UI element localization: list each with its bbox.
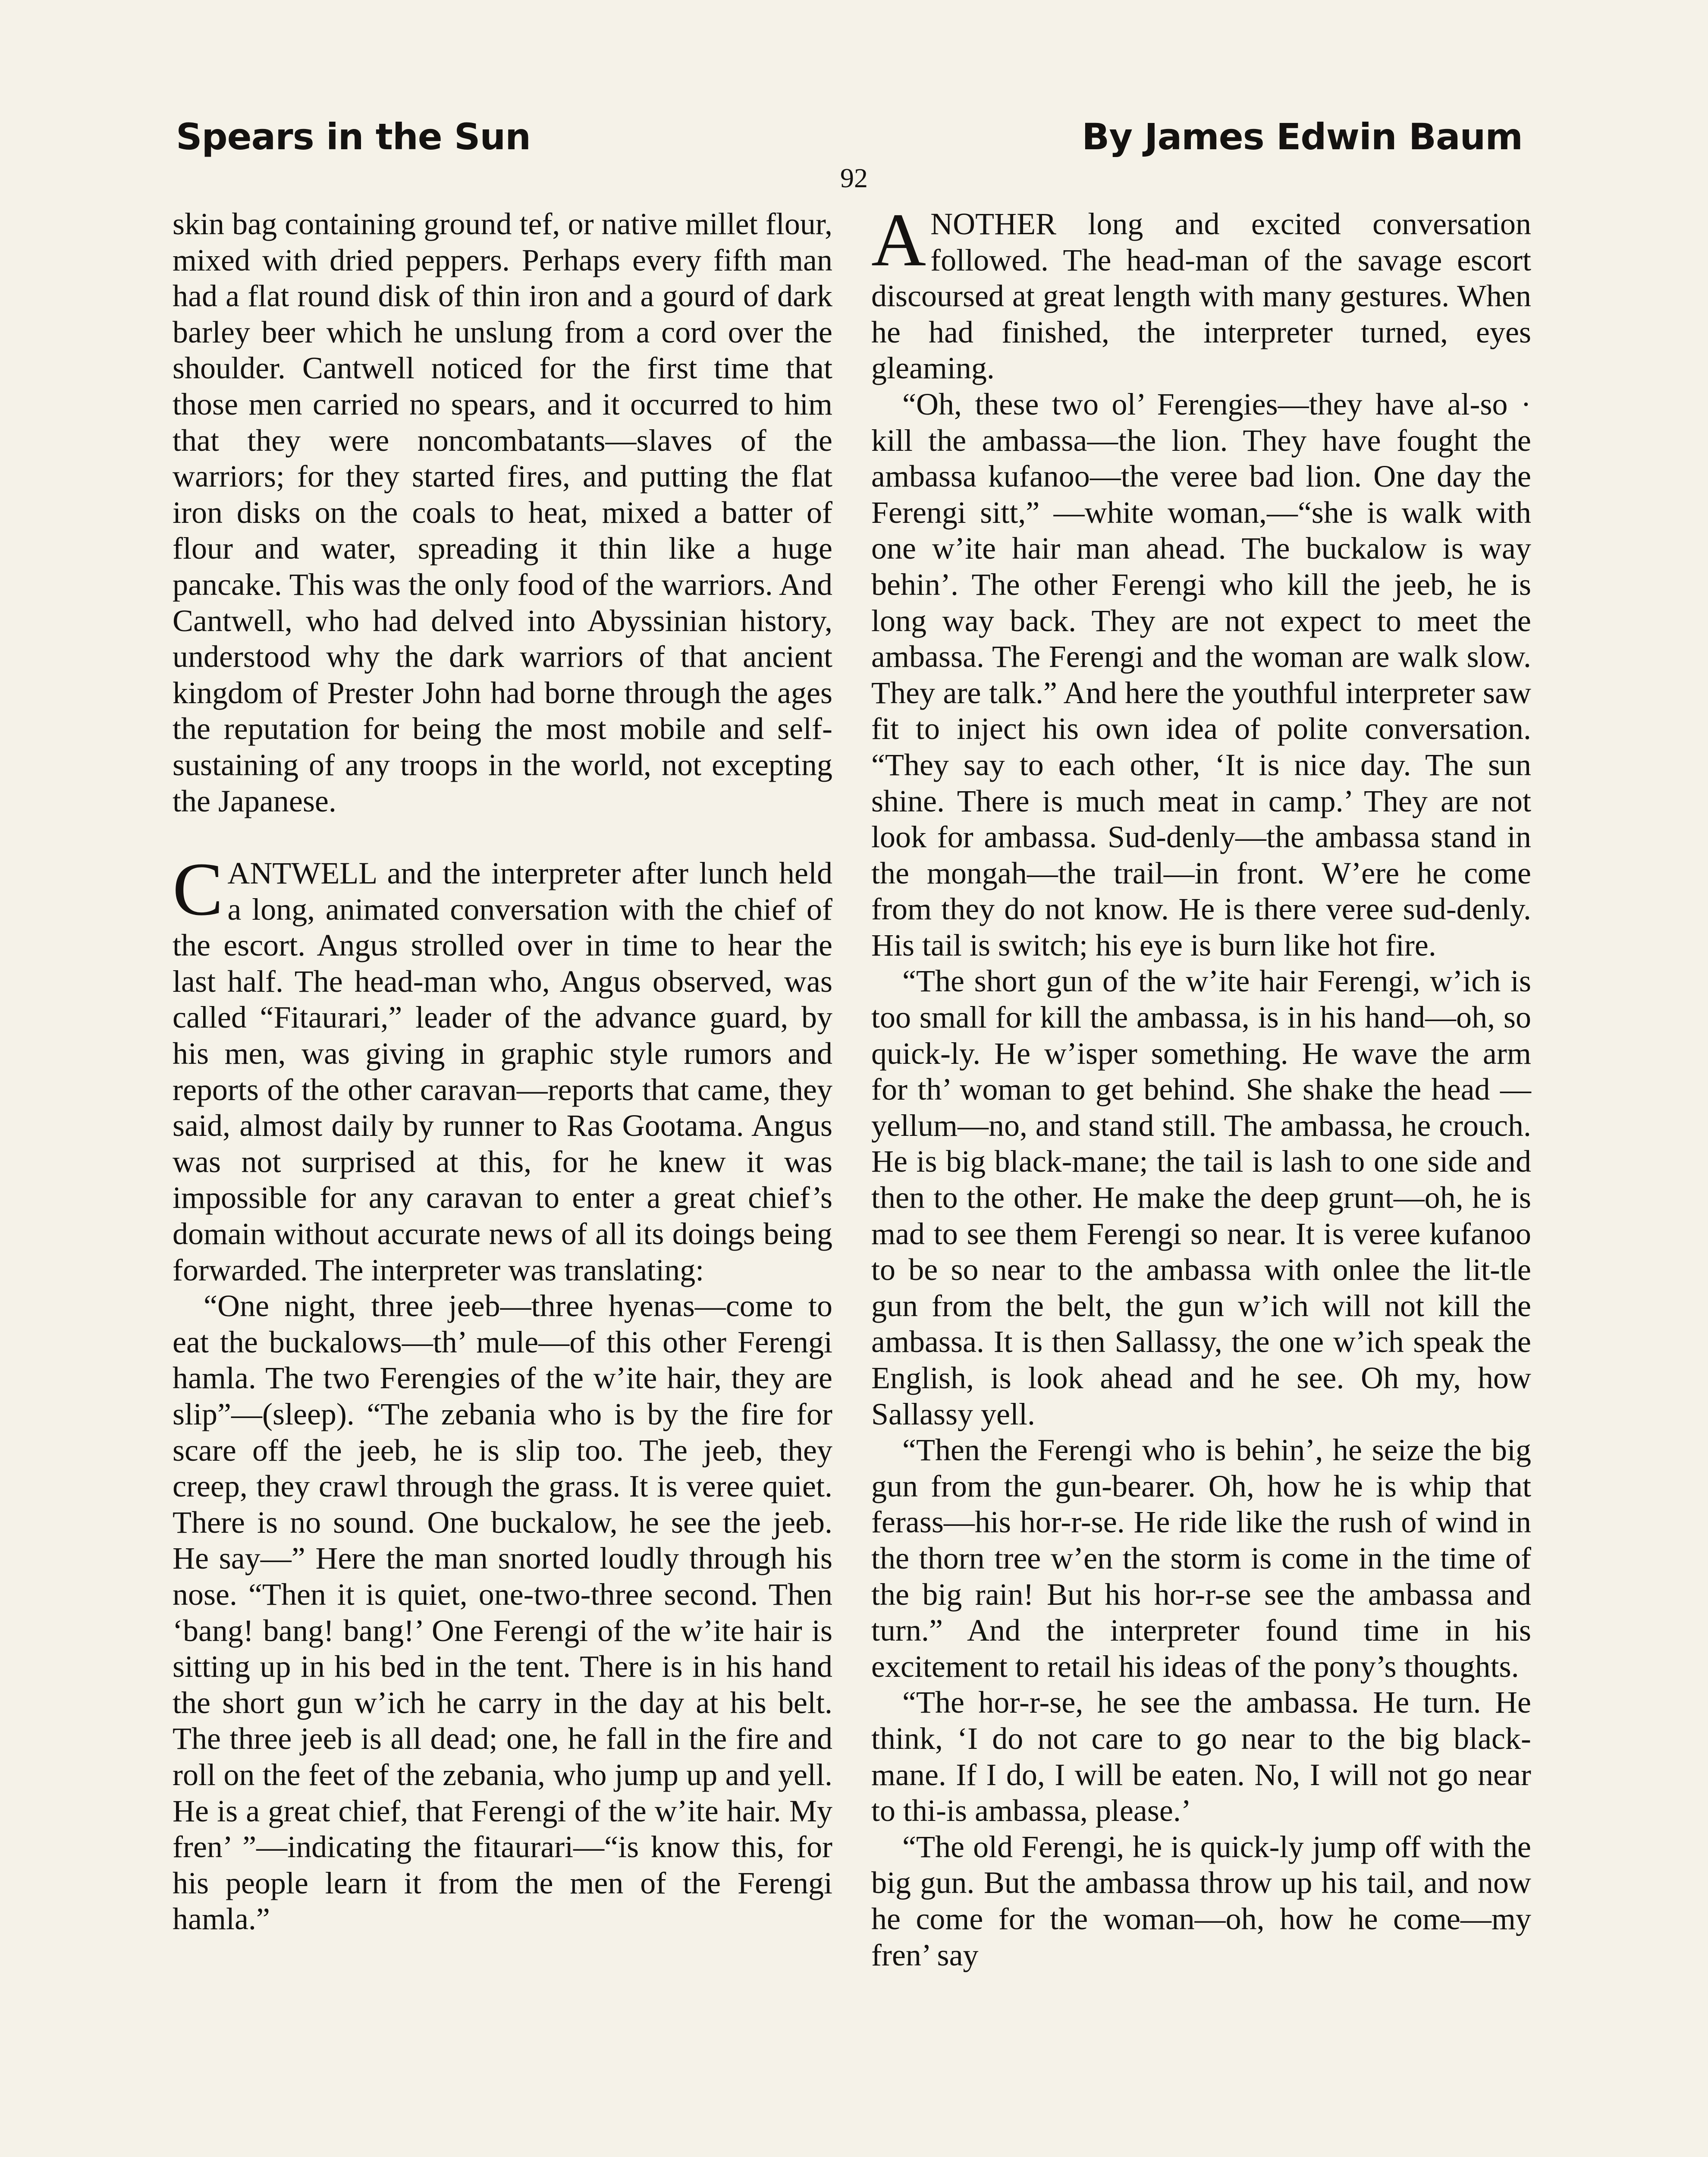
right-column	[871, 198, 1531, 1973]
running-header	[176, 116, 1523, 167]
paragraph: “Oh, these two ol’ Ferengies—they have al-so · kill the ambassa—the lion. They have fought the ambassa kufanoo—the veree bad lion. One day the Ferengi sitt,” —white woman,—“she is walk with one w’ite hair man ahead. The buckalow is way behin’. The other Ferengi who kill the jeeb, he is long way back. They are not expect to meet the ambassa. The Ferengi and the woman are walk slow. They are talk.” And here the youthful interpreter saw fit to inject his own idea of polite conversation. “They say to each other, ‘It is nice day. The sun shine. There is much meat in camp.’ They are not look for ambassa. Sud-denly—the ambassa stand in the mongah—the trail—in front. W’ere he come from they do not know. He is there veree sud-denly. His tail is switch; his eye is burn like hot fire.	[871, 387, 1531, 962]
paragraph-another	[871, 198, 1531, 387]
story-title: Spears in the Sun	[176, 116, 531, 158]
page-number: 92	[840, 163, 868, 193]
paragraph: “Then the Ferengi who is behin’, he seize the big gun from the gun-bearer. Oh, how he is whip that ferass—his hor-r-se. He ride like the rush of wind in the thorn tree w’en the storm is come in the time of the big rain! But his hor-r-se see the ambassa and turn.” And the interpreter found time in his excitement to retail his ideas of the pony’s thoughts.	[871, 1433, 1531, 1684]
paragraph: “The short gun of the w’ite hair Ferengi, w’ich is too small for kill the ambassa, is in his hand—oh, so quick-ly. He w’isper something. He wave the arm for th’ woman to get behind. She shake the head —yellum—no, and stand still. The ambassa, he crouch. He is big black-mane; the tail is lash to one side and then to the other. He make the deep grunt—oh, he is mad to see them Ferengi so near. It is veree kufanoo to be so near to the ambassa with onlee the lit-tle gun from the belt, the gun w’ich will not kill the ambassa. It is then Sallassy, the one w’ich speak the English, is look ahead and he see. Oh my, how Sallassy yell.	[871, 964, 1531, 1431]
left-column	[173, 206, 832, 1937]
paragraph-cantwell	[173, 847, 832, 1288]
drop-cap: C	[173, 847, 223, 932]
paragraph: “The hor-r-se, he see the ambassa. He turn. He think, ‘I do not care to go near to the big black-mane. If I do, I will be eaten. No, I will not go near to thi-is ambassa, please.’	[871, 1685, 1531, 1828]
paragraph-text: NOTHER long and excited conversation followed. The head-man of the savage escort discoursed at great length with many gestures. When he had finished, the interpreter turned, eyes gleaming.	[871, 207, 1531, 386]
paragraph: “One night, three jeeb—three hyenas—come to eat the buckalows—th’ mule—of this other Ferengi hamla. The two Ferengies of the w’ite hair, they are slip”—(sleep). “The zebania who is by the fire for scare off the jeeb, he is slip too. The jeeb, they creep, they crawl through the grass. It is veree quiet. There is no sound. One buckalow, he see the jeeb. He say—” Here the man snorted loudly through his nose. “Then it is quiet, one-two-three second. Then ‘bang! bang! bang!’ One Ferengi of the w’ite hair is sitting up in his bed in the tent. There is in his hand the short gun w’ich he carry in the day at his belt. The three jeeb is all dead; one, he fall in the fire and roll on the feet of the zebania, who jump up and yell. He is a great chief, that Ferengi of the w’ite hair. My fren’ ”—indicating the fitaurari—“is know this, for his people learn it from the men of the Ferengi hamla.”	[173, 1289, 832, 1937]
paragraph: “The old Ferengi, he is quick-ly jump off with the big gun. But the ambassa throw up his tail, and now he come for the woman—oh, how he come—my fren’ say	[871, 1829, 1531, 1972]
drop-cap: A	[871, 198, 926, 282]
author-byline: By James Edwin Baum	[1082, 116, 1523, 158]
paragraph-text: ANTWELL and the interpreter after lunch held a long, animated conversation with the chief of the escort. Angus strolled over in time to hear the last half. The head-man who, Angus observed, was called “Fitaurari,” leader of the advance guard, by his men, was giving in graphic style rumors and reports of the other caravan—reports that came, they said, almost daily by runner to Ras Gootama. Angus was not surprised at this, for he knew it was impossible for any caravan to enter a great chief’s domain without accurate news of all its doings being forwarded. The interpreter was translating:	[173, 856, 832, 1287]
paragraph: skin bag containing ground tef, or native millet flour, mixed with dried peppers. Perhaps every fifth man had a flat round disk of thin iron and a gourd of dark barley beer which he unslung from a cord over the shoulder. Cantwell noticed for the first time that those men carried no spears, and it occurred to him that they were noncombatants—slaves of the warriors; for they started fires, and putting the flat iron disks on the coals to heat, mixed a batter of flour and water, spreading it thin like a huge pancake. This was the only food of the warriors. And Cantwell, who had delved into Abyssinian history, understood why the dark warriors of that ancient kingdom of Prester John had borne through the ages the reputation for being the most mobile and self-sustaining of any troops in the world, not excepting the Japanese.	[173, 207, 832, 818]
